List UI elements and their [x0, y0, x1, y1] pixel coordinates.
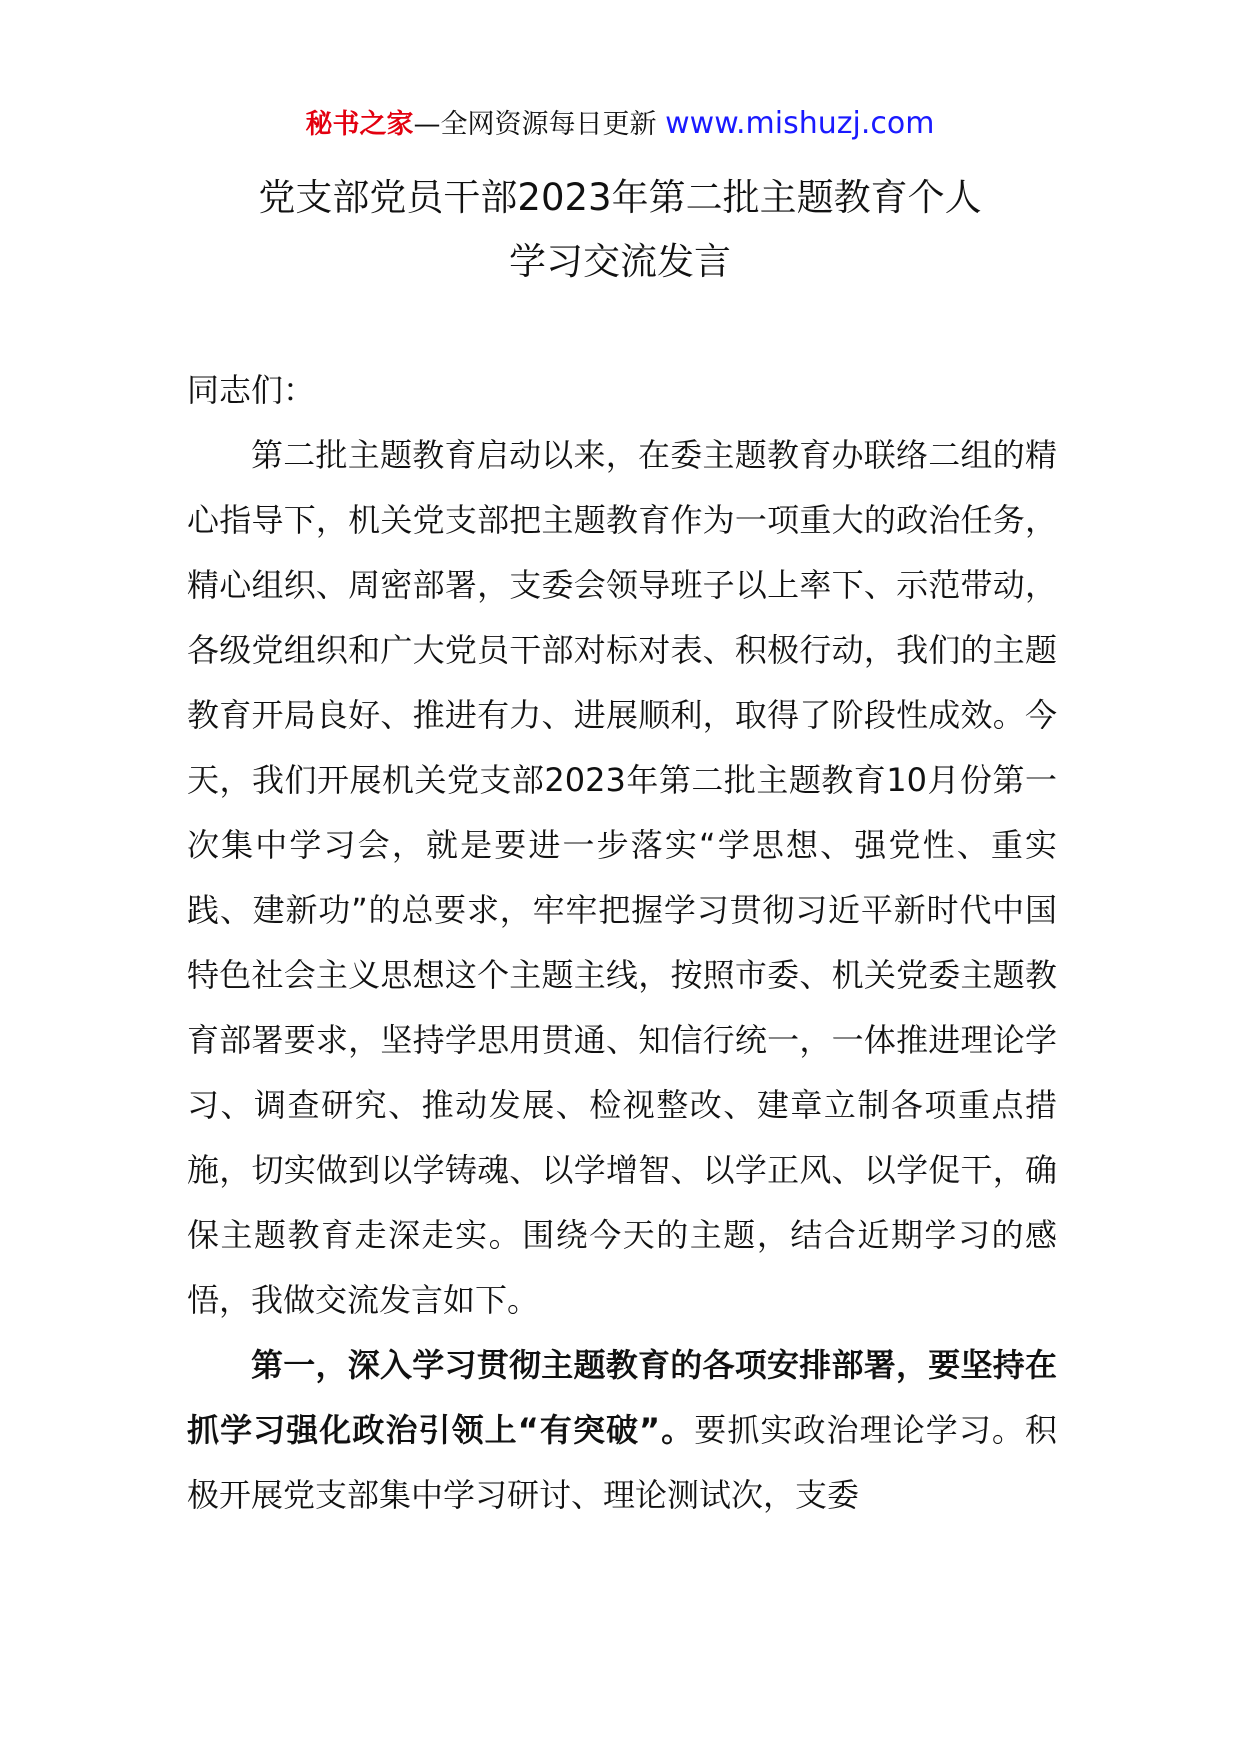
paragraph-1: 第二批主题教育启动以来，在委主题教育办联络二组的精心指导下，机关党支部把主题教育作为一项重大的政治任务，精心组织、周密部署，支委会领导班子以上率下、示范带动，各级党组织和广大党员干部对标对表、积极行动，我们的主题教育开局良好、推进有力、进展顺利，取得了阶段性成效。今天，我们开展机关党支部2023年第二批主题教育10月份第一次集中学习会，就是要进一步落实“学思想、强党性、重实践、建新功”的总要求，牢牢把握学习贯彻习近平新时代中国特色社会主义思想这个主题主线，按照市委、机关党委主题教育部署要求，坚持学思用贯通、知信行统一，一体推进理论学习、调查研究、推动发展、检视整改、建章立制各项重点措施，切实做到以学铸魂、以学增智、以学正风、以学促干，确保主题教育走深走实。围绕今天的主题，结合近期学习的感悟，我做交流发言如下。: [187, 436, 1057, 1319]
salutation: 同志们：: [187, 371, 316, 409]
site-url-link[interactable]: www.mishuzj.com: [665, 106, 935, 141]
paragraph-2-lead: 第一，深入学习贯彻主题教育的各项安排部署，要坚持在抓学习强化政治引领上“有突破”。: [187, 1346, 1057, 1449]
paragraph-2-text: 要抓实政治理论学习。积极开展党支部集中学习研讨、理论测试次，支委: [187, 1411, 1057, 1514]
title-line-1: 党支部党员干部2023年第二批主题教育个人: [258, 176, 982, 219]
document-title: [0, 166, 1240, 294]
document-body: [187, 358, 1057, 1528]
title-line-2: 学习交流发言: [509, 240, 731, 283]
paragraph-2: [187, 1333, 1057, 1528]
header-tagline: —全网资源每日更新: [413, 109, 666, 140]
site-header: [0, 104, 1240, 145]
brand-name: 秘书之家: [305, 109, 414, 140]
